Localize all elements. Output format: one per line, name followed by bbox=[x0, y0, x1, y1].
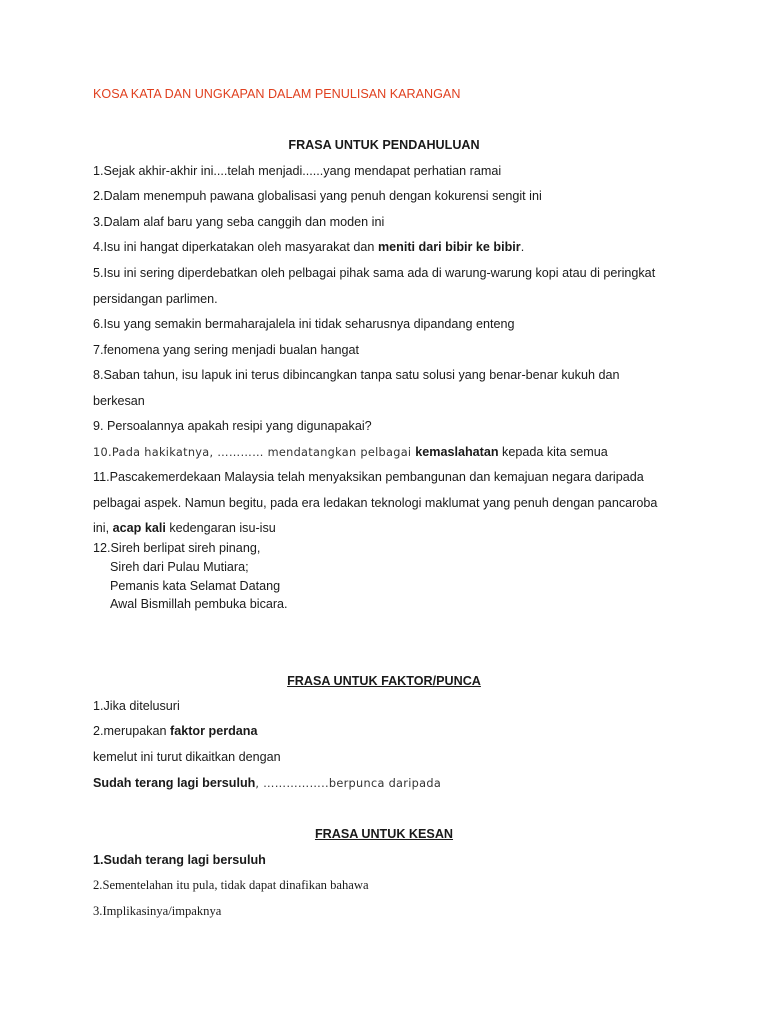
section-heading-faktor: FRASA UNTUK FAKTOR/PUNCA bbox=[287, 674, 481, 688]
list-item-continuation bbox=[93, 520, 276, 536]
pantun-line: Sireh dari Pulau Mutiara; bbox=[110, 560, 249, 574]
list-item: 2.Sementelahan itu pula, tidak dapat dinafikan bahawa bbox=[93, 878, 369, 892]
list-item-continuation: pelbagai aspek. Namun begitu, pada era ledakan teknologi maklumat yang penuh dengan pancaroba bbox=[93, 496, 658, 510]
item-text: kedengaran isu-isu bbox=[165, 521, 276, 535]
list-item: 12.Sireh berlipat sireh pinang, bbox=[93, 541, 261, 555]
item-text: kepada kita semua bbox=[498, 445, 608, 459]
pantun-line: Pemanis kata Selamat Datang bbox=[110, 579, 281, 593]
list-item: 6.Isu yang semakin bermaharajalela ini tidak seharusnya dipandang enteng bbox=[93, 317, 515, 331]
list-item: 1.Sejak akhir-akhir ini....telah menjadi......yang mendapat perhatian ramai bbox=[93, 164, 502, 178]
list-item bbox=[93, 775, 441, 792]
list-item bbox=[93, 723, 258, 739]
list-item-continuation: berkesan bbox=[93, 394, 145, 408]
list-item-continuation: persidangan parlimen. bbox=[93, 292, 218, 306]
list-item: 5.Isu ini sering diperdebatkan oleh pelbagai pihak sama ada di warung-warung kopi atau di peringkat bbox=[93, 266, 656, 280]
pantun-line: Awal Bismillah pembuka bicara. bbox=[110, 597, 288, 611]
item-text: , ……………..berpunca daripada bbox=[255, 777, 442, 790]
item-text: . bbox=[520, 240, 525, 254]
list-item bbox=[93, 444, 608, 461]
list-item: 7.fenomena yang sering menjadi bualan hangat bbox=[93, 343, 360, 357]
list-item: 3.Implikasinya/impaknya bbox=[93, 904, 222, 918]
item-text: 10.Pada hakikatnya, ………… mendatangkan pelbagai bbox=[93, 446, 416, 459]
list-item: kemelut ini turut dikaitkan dengan bbox=[93, 750, 281, 764]
item-emphasis: Sudah terang lagi bersuluh bbox=[93, 776, 256, 790]
section-heading-kesan: FRASA UNTUK KESAN bbox=[314, 827, 454, 841]
list-item: 9. Persoalannya apakah resipi yang digunapakai? bbox=[93, 419, 372, 433]
list-item bbox=[93, 239, 524, 255]
item-emphasis: kemaslahatan bbox=[415, 445, 499, 459]
list-item: 3.Dalam alaf baru yang seba canggih dan moden ini bbox=[93, 215, 385, 229]
list-item: 8.Saban tahun, isu lapuk ini terus dibincangkan tanpa satu solusi yang benar-benar kukuh dan bbox=[93, 368, 620, 382]
item-emphasis: acap kali bbox=[112, 521, 166, 535]
item-emphasis: meniti dari bibir ke bibir bbox=[377, 240, 521, 254]
list-item: 2.Dalam menempuh pawana globalisasi yang penuh dengan kokurensi sengit ini bbox=[93, 189, 542, 203]
item-text: ini, bbox=[93, 521, 113, 535]
section-heading-pendahuluan: FRASA UNTUK PENDAHULUAN bbox=[288, 138, 480, 152]
item-text: 4.Isu ini hangat diperkatakan oleh masyarakat dan bbox=[93, 240, 378, 254]
list-item: 11.Pascakemerdekaan Malaysia telah menyaksikan pembangunan dan kemajuan negara daripada bbox=[93, 470, 644, 484]
document-title: KOSA KATA DAN UNGKAPAN DALAM PENULISAN KARANGAN bbox=[93, 87, 461, 101]
list-item: 1.Jika ditelusuri bbox=[93, 699, 180, 713]
item-emphasis: faktor perdana bbox=[170, 724, 258, 738]
list-item: 1.Sudah terang lagi bersuluh bbox=[93, 853, 266, 867]
item-text: 2.merupakan bbox=[93, 724, 171, 738]
